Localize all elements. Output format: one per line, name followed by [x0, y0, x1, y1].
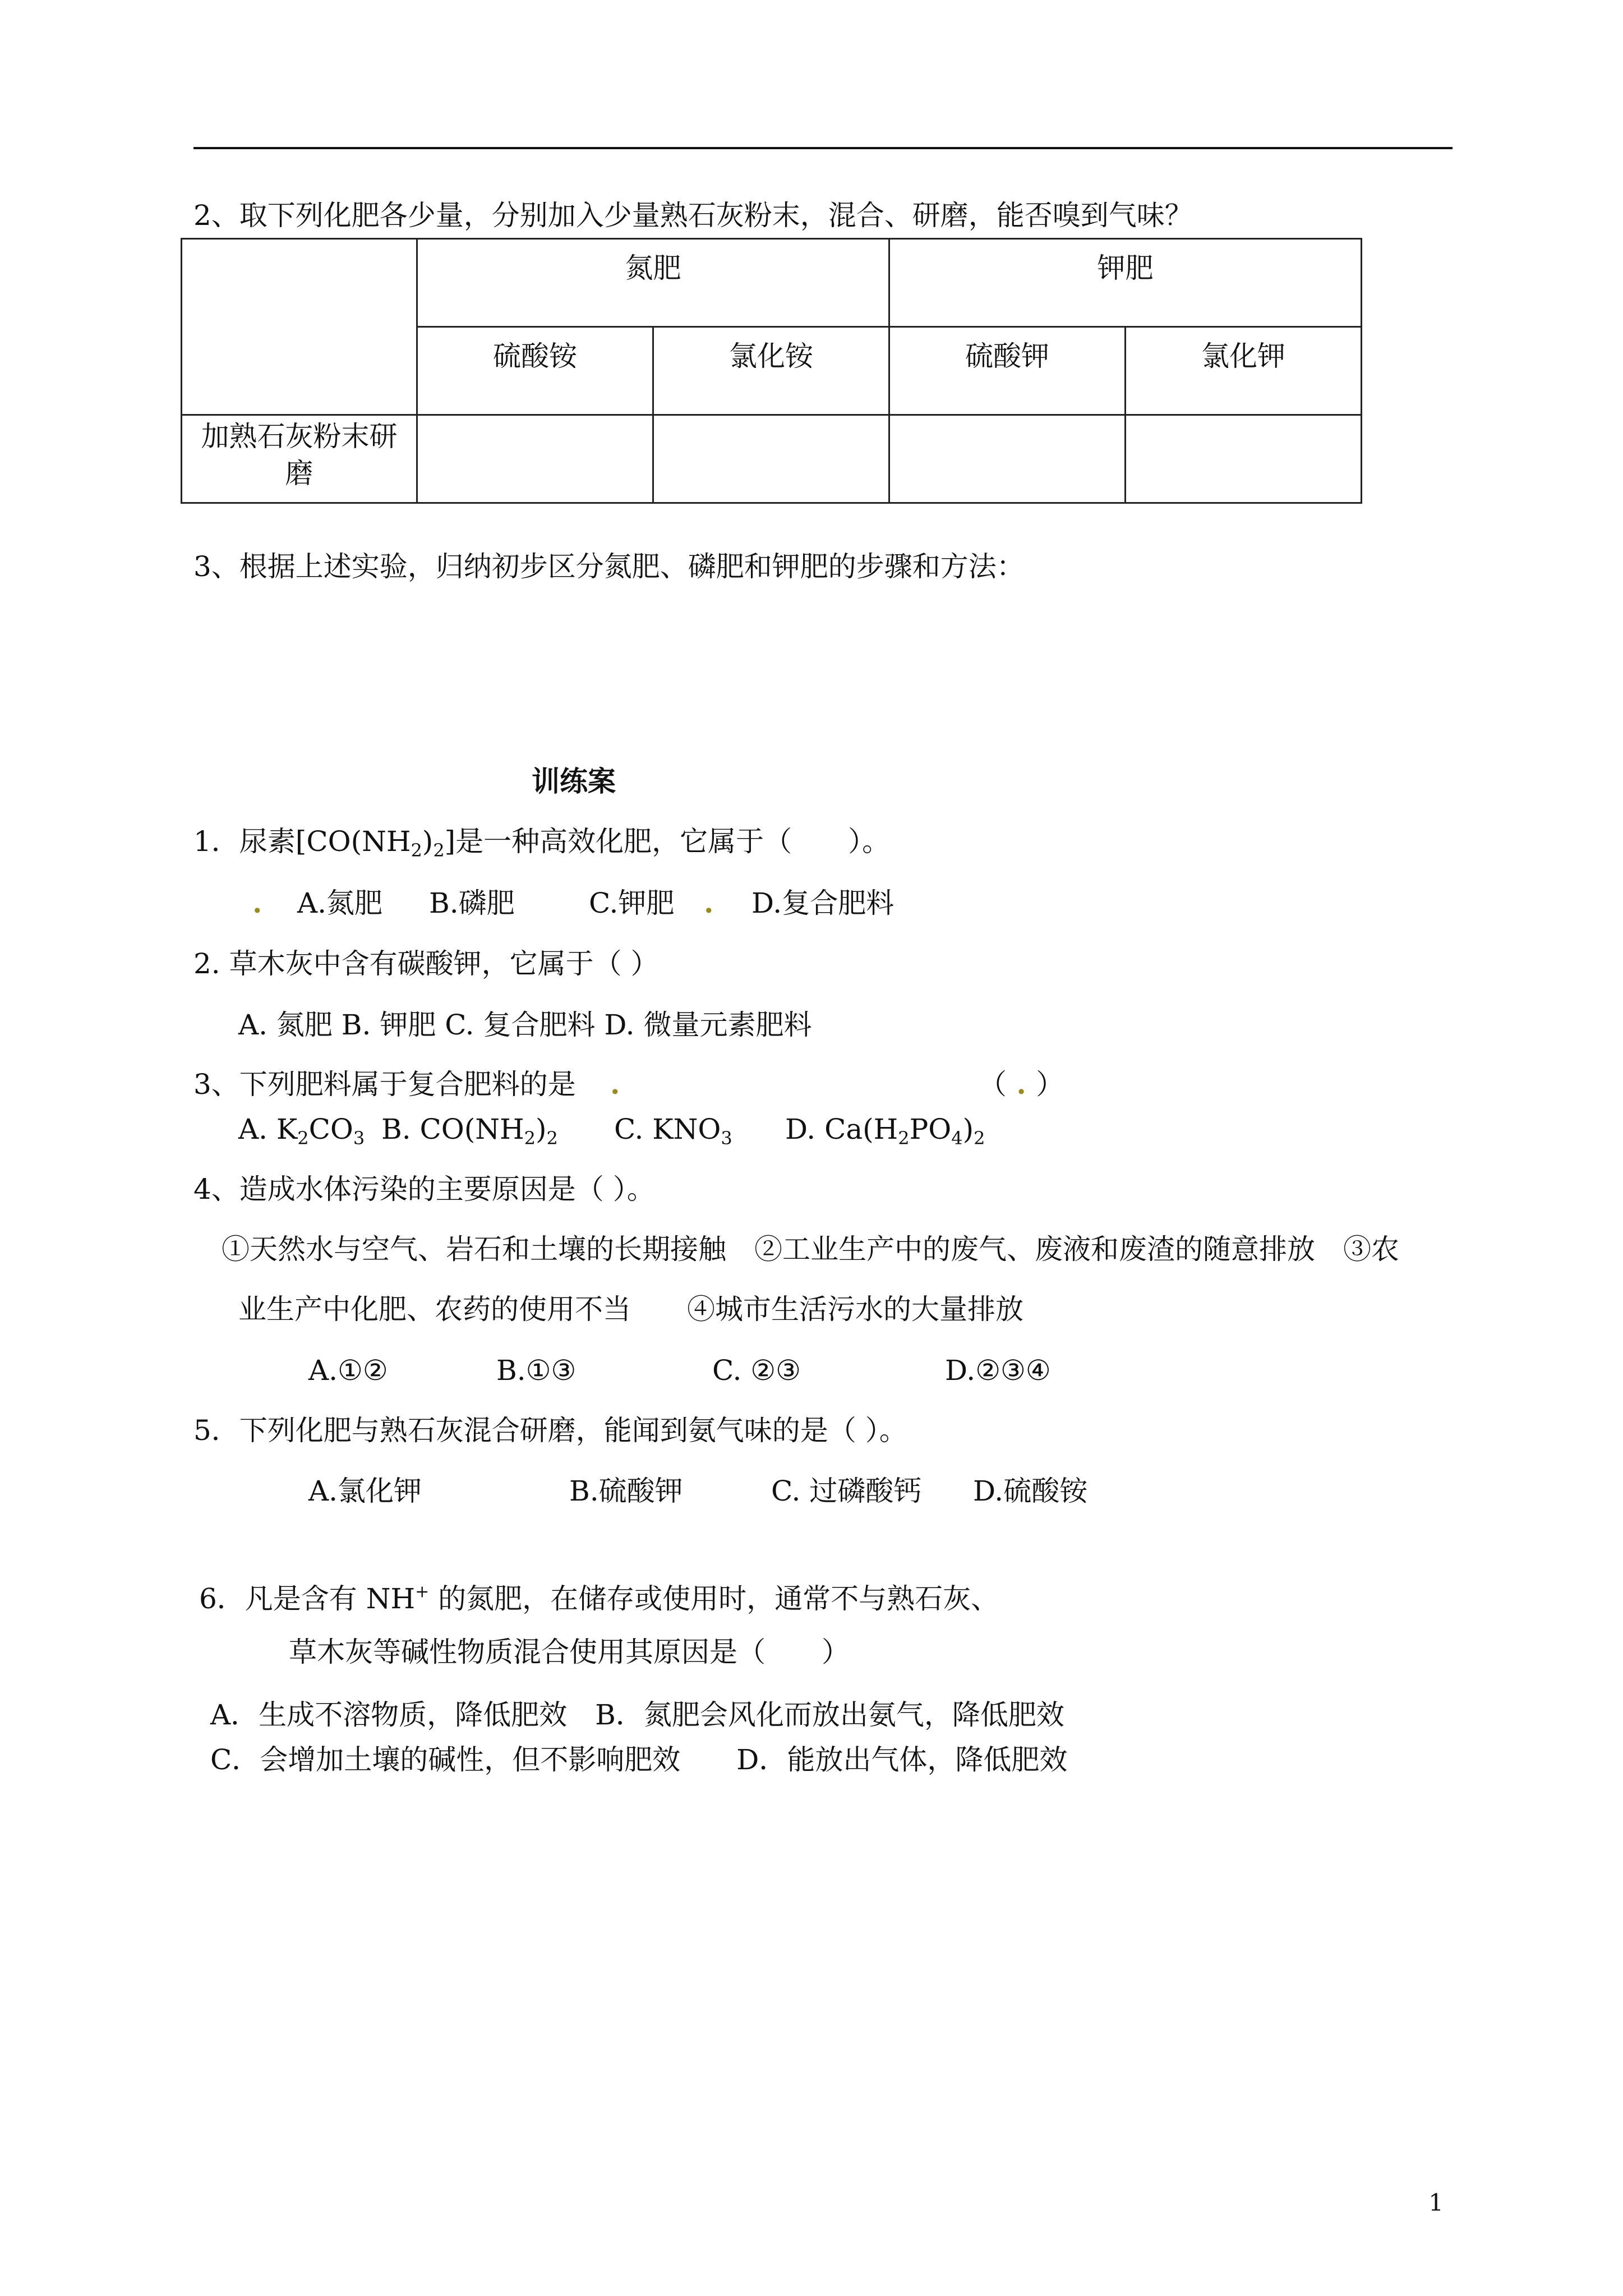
- table-row-label: 加熟石灰粉末研磨: [182, 415, 417, 503]
- t4-stem: 4、造成水体污染的主要原因是（ ）。: [193, 1173, 655, 1205]
- table-cell-empty: [1126, 415, 1362, 503]
- t4-option-b: B.①③: [496, 1354, 577, 1387]
- t4-statements-line1: ①天然水与空气、岩石和土壤的长期接触 ②工业生产中的废气、废液和废渣的随意排放 ③农: [222, 1233, 1399, 1266]
- t4-statements-line2: 业生产中化肥、农药的使用不当 ④城市生活污水的大量排放: [238, 1293, 1023, 1326]
- table-header-nitrogen: 氮肥: [417, 239, 889, 327]
- t3-option-d: D. $Ca(H_2PO_4)_2$: [785, 1113, 985, 1149]
- table-cell-empty: [417, 415, 653, 503]
- t5-stem: 5．下列化肥与熟石灰混合研磨，能闻到氨气味的是（ ）。: [193, 1414, 907, 1447]
- t3-stem: 3、下列肥料属于复合肥料的是: [193, 1068, 576, 1101]
- t5-option-c: C. 过磷酸钙: [771, 1475, 922, 1507]
- t1-dot: .: [252, 886, 262, 919]
- t3-dot: .: [610, 1068, 620, 1101]
- t4-option-d: D.②③④: [945, 1354, 1051, 1387]
- table-cell-empty: [653, 415, 889, 503]
- table-corner-cell: [182, 239, 417, 415]
- t3-option-c: C. $KNO_3$: [614, 1113, 732, 1149]
- t1-option-a: A.氮肥: [297, 887, 383, 919]
- table-col-ammonium-chloride: 氯化铵: [653, 327, 889, 415]
- t6-stem-line2: 草木灰等碱性物质混合使用其原因是（ ）: [289, 1636, 850, 1668]
- table-col-ammonium-sulfate: 硫酸铵: [417, 327, 653, 415]
- t3-option-a: A. $K_2CO_3$: [238, 1113, 365, 1149]
- t1-stem: 1．尿素$[CO(NH_2)_2]$是一种高效化肥，它属于（ ）。: [193, 825, 891, 861]
- t4-option-a: A.①②: [308, 1354, 388, 1387]
- fertilizer-table: [181, 238, 1362, 504]
- t1-option-c: C.钾肥: [589, 887, 675, 919]
- header-rule: [193, 147, 1453, 149]
- t3-paren: （ . ）: [979, 1068, 1064, 1101]
- table-cell-empty: [889, 415, 1126, 503]
- training-title: 训练案: [532, 765, 616, 798]
- t4-option-c: C. ②③: [712, 1354, 801, 1387]
- table-col-potassium-chloride: 氯化钾: [1126, 327, 1362, 415]
- t6-stem: 6．凡是含有 NH+ 的氮肥，在储存或使用时，通常不与熟石灰、: [199, 1582, 999, 1615]
- t2-options: A. 氮肥 B. 钾肥 C. 复合肥料 D. 微量元素肥料: [238, 1009, 812, 1041]
- page-number: 1: [1428, 2189, 1444, 2216]
- q3-question: 3、根据上述实验，归纳初步区分氮肥、磷肥和钾肥的步骤和方法：: [193, 550, 1025, 583]
- t6-options-line1: A．生成不溶物质，降低肥效 B．氮肥会风化而放出氨气，降低肥效: [210, 1699, 1064, 1731]
- t5-option-d: D.硫酸铵: [973, 1475, 1088, 1507]
- table-header-potassium: 钾肥: [889, 239, 1362, 327]
- t2-stem: 2. 草木灰中含有碳酸钾，它属于（ ）: [193, 947, 659, 980]
- q2-question: 2、取下列化肥各少量，分别加入少量熟石灰粉末，混合、研磨，能否嗅到气味？: [193, 199, 1193, 232]
- t1-dot: .: [704, 886, 714, 919]
- t5-option-a: A.氯化钾: [308, 1475, 422, 1507]
- t1-option-d: D.复合肥料: [751, 887, 895, 919]
- t1-option-b: B.磷肥: [429, 887, 515, 919]
- t3-option-b: B. $CO(NH_2)_2$: [381, 1113, 558, 1149]
- table-col-potassium-sulfate: 硫酸钾: [889, 327, 1126, 415]
- t5-option-b: B.硫酸钾: [569, 1475, 683, 1507]
- t6-options-line2: C．会增加土壤的碱性，但不影响肥效 D．能放出气体，降低肥效: [210, 1743, 1068, 1776]
